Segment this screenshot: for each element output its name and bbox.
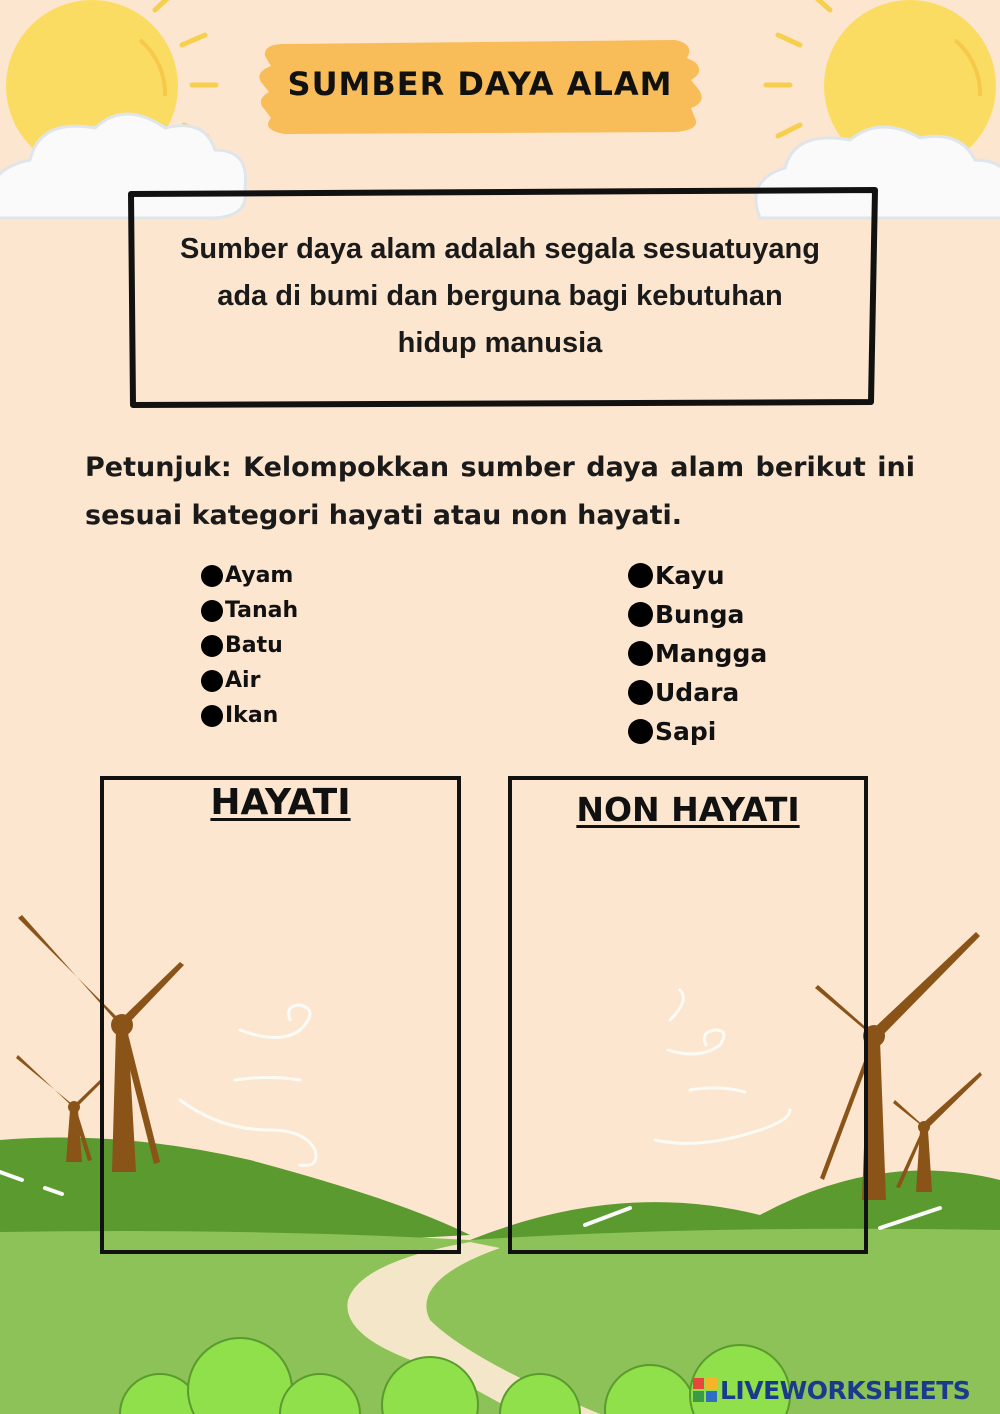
list-item[interactable]	[628, 595, 767, 634]
list-item[interactable]	[628, 556, 767, 595]
item-label: Ayam	[225, 563, 294, 588]
item-label: Mangga	[655, 639, 768, 668]
title-banner	[255, 38, 705, 138]
bullet-icon	[628, 641, 653, 666]
brand-text: LIVEWORKSHEETS	[720, 1375, 971, 1405]
item-label: Kayu	[655, 561, 725, 590]
item-label: Batu	[225, 633, 283, 658]
category-title-hayati: HAYATI	[210, 782, 351, 823]
item-label: Tanah	[225, 598, 299, 623]
bullet-icon	[628, 680, 653, 705]
liveworksheets-logo	[693, 1378, 717, 1402]
drop-zone-non-hayati[interactable]	[508, 776, 868, 1254]
list-item[interactable]	[628, 634, 767, 673]
liveworksheets-brand	[693, 1374, 970, 1406]
list-item[interactable]	[201, 558, 298, 593]
item-label: Bunga	[655, 600, 745, 629]
bullet-icon	[201, 565, 223, 587]
page-title: SUMBER DAYA ALAM	[287, 65, 673, 103]
item-list-left	[201, 558, 298, 733]
list-item[interactable]	[201, 593, 298, 628]
bullet-icon	[201, 635, 223, 657]
bullet-icon	[628, 719, 653, 744]
item-list-right	[628, 556, 767, 751]
bullet-icon	[201, 600, 223, 622]
definition-box	[130, 192, 870, 404]
item-label: Air	[225, 668, 261, 693]
list-item[interactable]	[201, 698, 298, 733]
list-item[interactable]	[201, 628, 298, 663]
bullet-icon	[201, 705, 223, 727]
drop-zone-hayati[interactable]	[100, 776, 461, 1254]
list-item[interactable]	[201, 663, 298, 698]
instruction-text: Petunjuk: Kelompokkan sumber daya alam berikut ini sesuai kategori hayati atau non hayati.	[85, 452, 915, 531]
list-item[interactable]	[628, 712, 767, 751]
bullet-icon	[201, 670, 223, 692]
definition-text: Sumber daya alam adalah segala sesuatuyang ada di bumi dan berguna bagi kebutuhan hidup manusia	[180, 232, 820, 359]
list-item[interactable]	[628, 673, 767, 712]
item-label: Ikan	[225, 703, 279, 728]
category-title-non-hayati: NON HAYATI	[576, 790, 800, 829]
bullet-icon	[628, 602, 653, 627]
item-label: Sapi	[655, 717, 717, 746]
item-label: Udara	[655, 678, 740, 707]
bullet-icon	[628, 563, 653, 588]
